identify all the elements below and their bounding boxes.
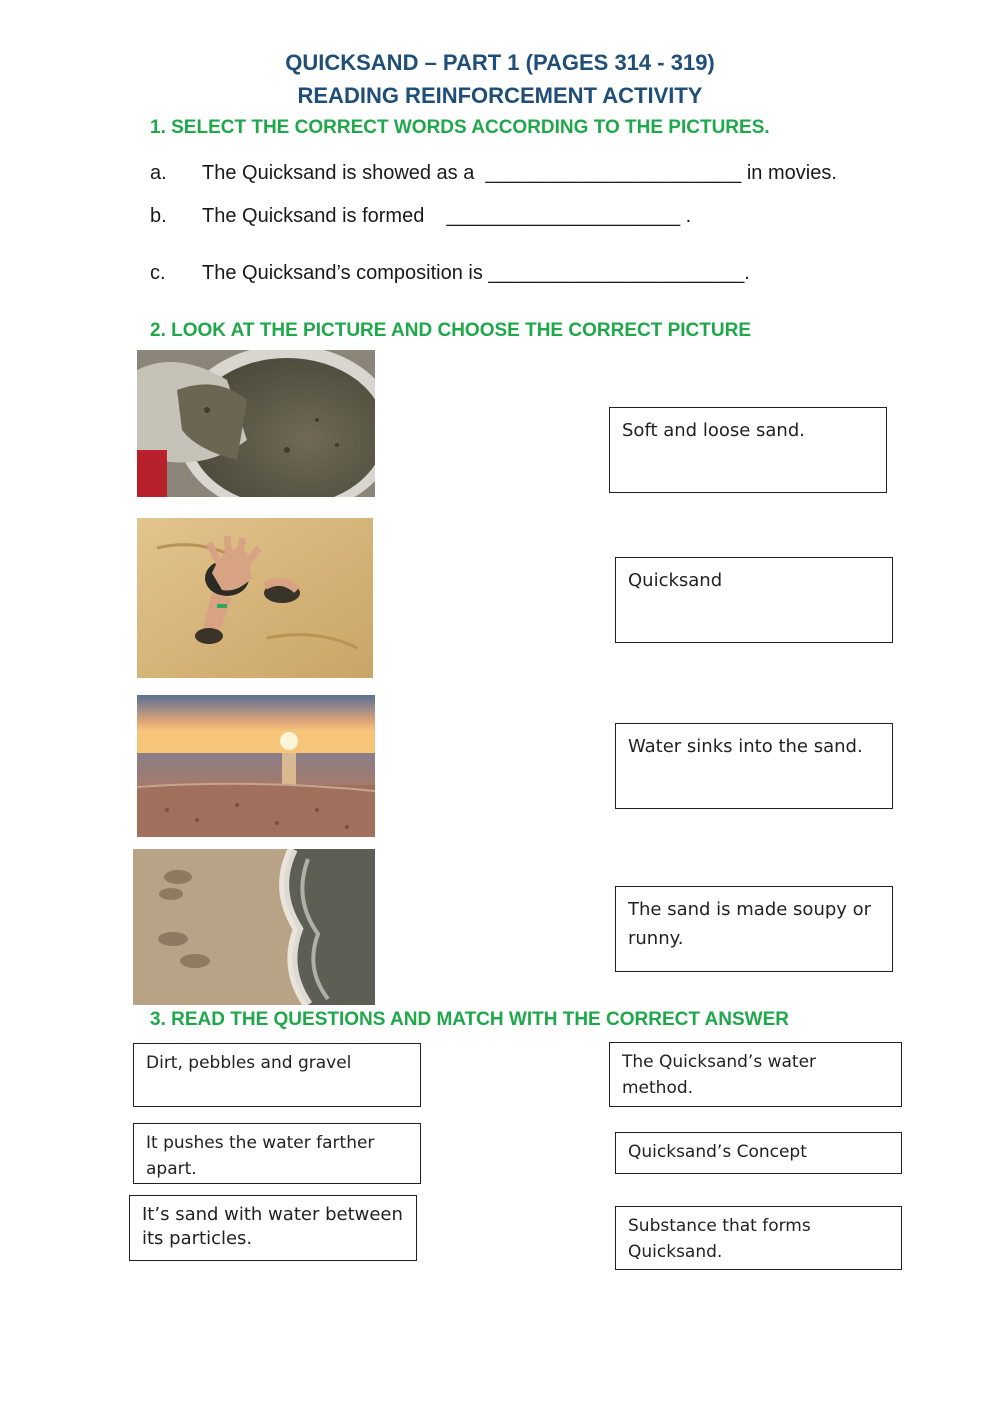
footprints-shore-image [133,849,375,1005]
question-b-text: The Quicksand is formed _____________________ . [202,205,692,227]
hand-sinking-in-sand-image [137,518,373,678]
page-title: QUICKSAND – PART 1 (PAGES 314 - 319) [285,50,715,75]
question-c-letter: c. [150,262,166,284]
wet-sand-bucket-image [137,350,375,497]
question-a-text: The Quicksand is showed as a _______________________ in movies. [202,162,837,184]
match-right-substance[interactable]: Substance that forms Quicksand. [615,1206,902,1270]
option-soft-loose-sand[interactable]: Soft and loose sand. [609,407,887,493]
match-right-water-method[interactable]: The Quicksand’s water method. [609,1042,902,1107]
section-1-heading: 1. SELECT THE CORRECT WORDS ACCORDING TO THE PICTURES. [150,117,770,138]
match-left-pushes-water[interactable]: It pushes the water farther apart. [133,1123,421,1184]
option-water-sinks[interactable]: Water sinks into the sand. [615,723,893,809]
match-left-dirt-pebbles[interactable]: Dirt, pebbles and gravel [133,1043,421,1107]
question-a-letter: a. [150,162,167,184]
page-subtitle: READING REINFORCEMENT ACTIVITY [297,83,703,108]
section-3-heading: 3. READ THE QUESTIONS AND MATCH WITH THE CORRECT ANSWER [150,1009,789,1030]
option-sand-soupy[interactable]: The sand is made soupy or runny. [615,886,893,972]
question-c-text: The Quicksand’s composition is _______________________. [202,262,750,284]
option-quicksand[interactable]: Quicksand [615,557,893,643]
section-2-heading: 2. LOOK AT THE PICTURE AND CHOOSE THE CORRECT PICTURE [150,320,751,341]
beach-sunset-image [137,695,375,837]
match-left-sand-with-water[interactable]: It’s sand with water between its particles. [129,1195,417,1261]
match-right-concept[interactable]: Quicksand’s Concept [615,1132,902,1174]
question-b-letter: b. [150,205,167,227]
